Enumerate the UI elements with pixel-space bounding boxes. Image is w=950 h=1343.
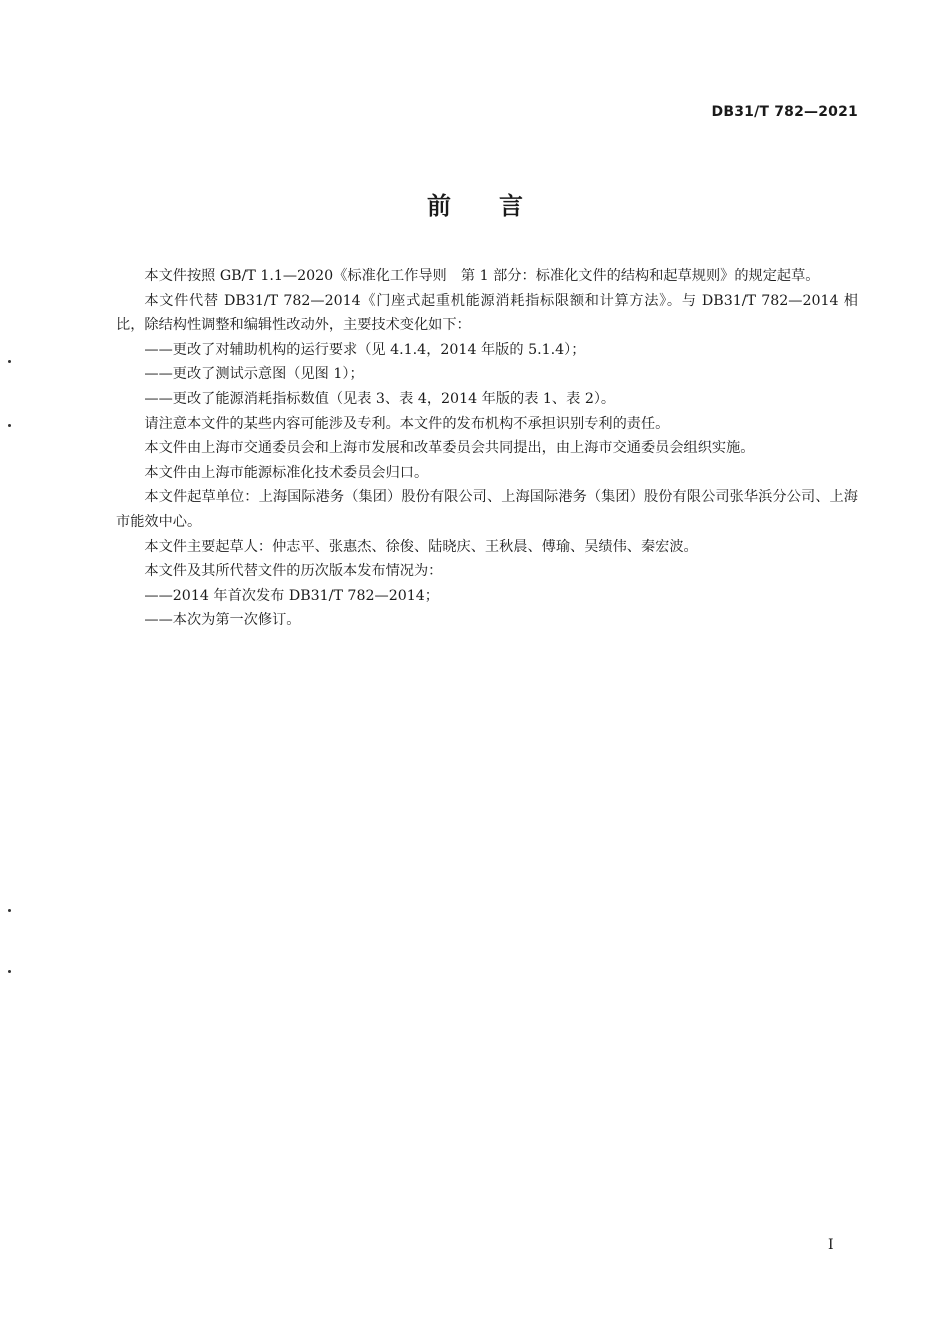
page-number: I [828, 1237, 834, 1253]
paragraph-patent-notice: 请注意本文件的某些内容可能涉及专利。本文件的发布机构不承担识别专利的责任。 [144, 415, 670, 432]
scan-mark [8, 360, 11, 363]
paragraph-drafters: 本文件主要起草人：仲志平、张惠杰、徐俊、陆晓庆、王秋晨、傅瑜、吴绩伟、秦宏波。 [144, 538, 698, 555]
change-item-values: ——更改了能源消耗指标数值（见表 3、表 4，2014 年版的表 1、表 2）。 [144, 390, 616, 407]
paragraph-replacement: 本文件代替 DB31/T 782—2014《门座式起重机能源消耗指标限额和计算方法》。与 DB31/T 782—2014 相比，除结构性调整和编辑性改动外，主要技术变化如下： [116, 292, 858, 334]
history-item-first: ——2014 年首次发布 DB31/T 782—2014； [144, 587, 439, 604]
paragraph-proposer: 本文件由上海市交通委员会和上海市发展和改革委员会共同提出，由上海市交通委员会组织实施。 [144, 440, 755, 457]
paragraph-history: 本文件及其所代替文件的历次版本发布情况为： [144, 563, 443, 580]
document-code: DB31/T 782—2021 [711, 104, 858, 120]
page-title: 前言 [427, 192, 571, 220]
change-item-auxiliary: ——更改了对辅助机构的运行要求（见 4.1.4，2014 年版的 5.1.4）； [144, 341, 586, 358]
change-item-diagram: ——更改了测试示意图（见图 1）； [144, 366, 364, 383]
paragraph-drafting-units: 本文件起草单位：上海国际港务（集团）股份有限公司、上海国际港务（集团）股份有限公司张华浜分公司、上海市能效中心。 [116, 489, 858, 530]
scan-mark [8, 970, 11, 973]
foreword-body [116, 264, 858, 633]
paragraph-drafting-rules: 本文件按照 GB/T 1.1—2020《标准化工作导则 第 1 部分：标准化文件的结构和起草规则》的规定起草。 [144, 268, 820, 284]
history-item-revision: ——本次为第一次修订。 [144, 612, 301, 629]
scan-mark [8, 909, 11, 912]
scan-mark [8, 424, 11, 427]
paragraph-committee: 本文件由上海市能源标准化技术委员会归口。 [144, 464, 429, 481]
